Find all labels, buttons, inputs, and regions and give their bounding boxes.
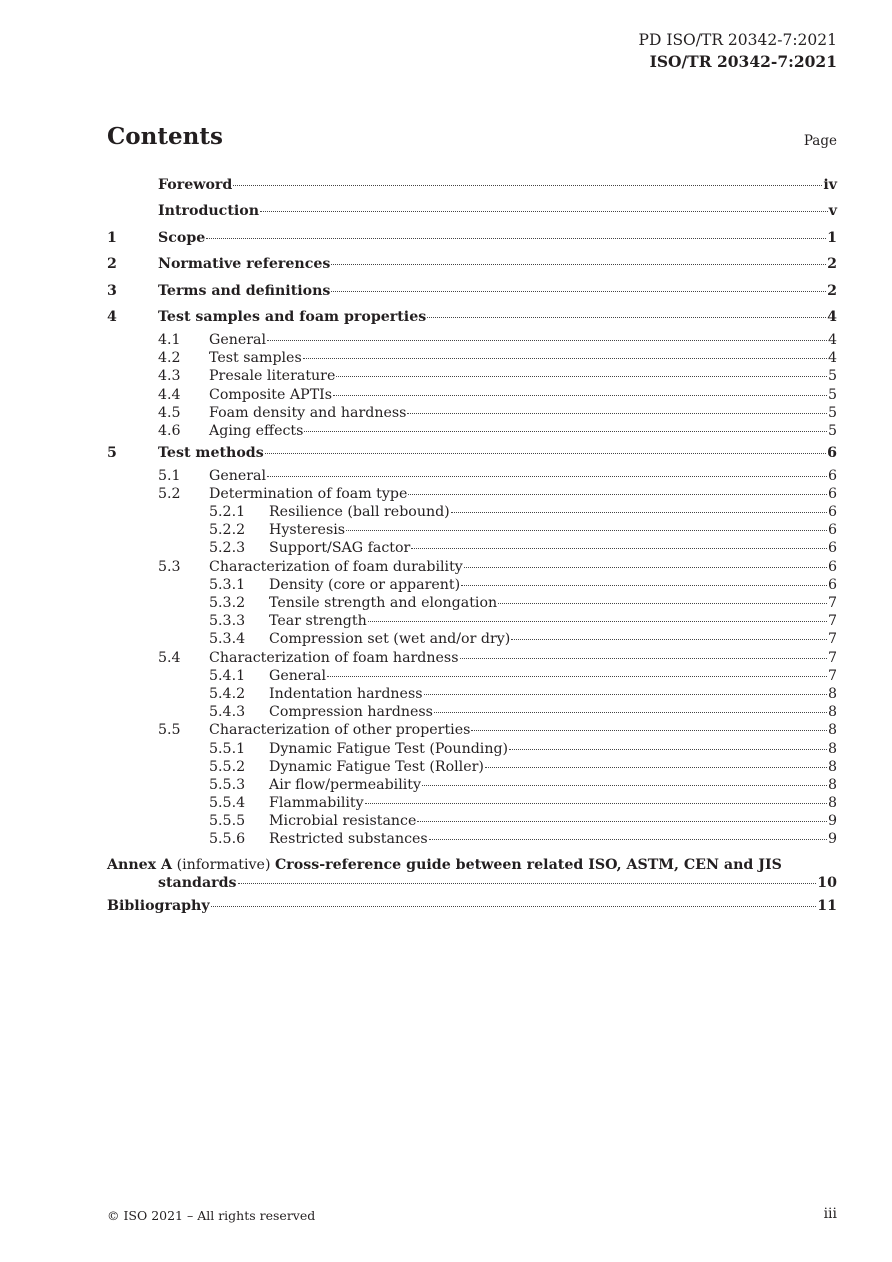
toc-entry-number: 5.4.2: [209, 685, 246, 702]
toc-entry-page: 4: [827, 350, 837, 367]
toc-entry-page: 7: [827, 667, 837, 684]
toc-entry-title: General: [269, 667, 327, 684]
toc-entry[interactable]: [107, 503, 837, 521]
toc-entry-title: Foreword: [158, 177, 233, 193]
toc-entry-title: Scope: [158, 229, 206, 246]
bibliography-title: Bibliography: [107, 897, 210, 914]
toc-entry-page: 5: [827, 386, 837, 403]
toc-entry-number: 5.2.1: [209, 504, 246, 521]
toc-entry-number: 5.5.4: [209, 795, 246, 812]
dot-leader: [303, 358, 827, 359]
toc-entry-title: Density (core or apparent): [269, 576, 461, 593]
toc-entry-number: 4.4: [158, 386, 181, 403]
toc-entry-title: Characterization of foam durability: [209, 558, 463, 575]
toc-entry[interactable]: [107, 467, 837, 485]
dot-leader: [304, 431, 827, 432]
toc-entry-annex[interactable]: [107, 856, 837, 875]
toc-entry-bibliography[interactable]: [107, 893, 837, 920]
dot-leader: [346, 530, 827, 531]
toc-entry-number: 5.2.2: [209, 522, 246, 539]
toc-entry[interactable]: [107, 404, 837, 422]
dot-leader: [460, 658, 827, 659]
toc-entry[interactable]: [107, 521, 837, 539]
toc-entry-title: Tear strength: [269, 613, 367, 630]
toc-entry[interactable]: [107, 721, 837, 739]
toc-entry-number: 5.4.1: [209, 667, 246, 684]
toc-entry-page: 6: [827, 576, 837, 593]
toc-entry-number: 5.3.1: [209, 576, 246, 593]
dot-leader: [408, 494, 827, 495]
toc-entry-title: Indentation hardness: [269, 685, 423, 702]
toc-entry-number: 4.3: [158, 368, 181, 385]
toc-entry[interactable]: [107, 612, 837, 630]
page-number: iii: [823, 1206, 837, 1222]
toc-entry-annex-continued[interactable]: [107, 874, 837, 893]
dot-leader: [464, 567, 827, 568]
toc-entry-number: 5.5: [158, 722, 181, 739]
dot-leader: [429, 839, 827, 840]
toc-entry-title: Determination of foam type: [209, 485, 408, 502]
annex-informative-tag: (informative): [176, 856, 271, 873]
toc-entry-number: 4.5: [158, 404, 181, 421]
dot-leader: [471, 730, 827, 731]
toc-entry[interactable]: [107, 304, 837, 331]
toc-entry[interactable]: [107, 349, 837, 367]
annex-title-line2: standards: [158, 875, 237, 892]
toc-entry-number: 5.4.3: [209, 704, 246, 721]
toc-entry[interactable]: [107, 703, 837, 721]
toc-entry[interactable]: [107, 630, 837, 648]
toc-entry-number: 2: [107, 256, 117, 273]
document-header: [639, 30, 837, 72]
table-of-contents: [107, 172, 837, 919]
toc-entry-page: 7: [827, 595, 837, 611]
toc-entry[interactable]: [107, 830, 837, 848]
toc-entry-title: Microbial resistance: [269, 813, 417, 830]
toc-entry-title: Characterization of foam hardness: [209, 649, 459, 666]
toc-entry-page: 5: [827, 368, 837, 385]
toc-entry-number: 5.5.5: [209, 813, 246, 830]
toc-entry-number: 5.3.4: [209, 631, 246, 648]
dot-leader: [206, 238, 826, 239]
toc-entry-title: Characterization of other properties: [209, 722, 471, 739]
dot-leader: [509, 749, 827, 750]
toc-entry-page: 4: [827, 331, 837, 348]
toc-entry[interactable]: [107, 685, 837, 703]
toc-entry-number: 5.5.2: [209, 758, 246, 775]
toc-entry-title: Introduction: [158, 203, 260, 219]
toc-entry-page: 6: [827, 467, 837, 484]
toc-entry-page: 7: [827, 613, 837, 630]
toc-entry[interactable]: [107, 367, 837, 385]
toc-entry-title: Terms and definitions: [158, 282, 331, 299]
toc-entry-title: Normative references: [158, 256, 331, 273]
toc-entry-number: 5.1: [158, 467, 181, 484]
copyright-notice: © ISO 2021 – All rights reserved: [107, 1208, 316, 1223]
toc-entry-title: Foam density and hardness: [209, 404, 407, 421]
dot-leader: [333, 395, 827, 396]
toc-entry-number: 5.2.3: [209, 540, 246, 557]
toc-entry[interactable]: [107, 667, 837, 685]
toc-entry-title: Test samples and foam properties: [158, 309, 427, 326]
toc-entry-page: 8: [827, 722, 837, 739]
toc-entry[interactable]: [107, 485, 837, 503]
dot-leader: [427, 317, 826, 318]
toc-entry[interactable]: [107, 649, 837, 667]
dot-leader: [365, 803, 827, 804]
dot-leader: [422, 785, 827, 786]
toc-entry[interactable]: [107, 794, 837, 812]
dot-leader: [267, 340, 827, 341]
toc-entry-number: 1: [107, 229, 117, 246]
toc-entry-page: 9: [827, 831, 837, 848]
toc-entry-page: 5: [827, 404, 837, 421]
toc-entry-page: 2: [827, 282, 837, 299]
dot-leader: [260, 211, 828, 212]
toc-entry-page: 6: [827, 540, 837, 557]
toc-entry-page: 8: [827, 776, 837, 793]
toc-entry-page: 9: [827, 813, 837, 830]
toc-entry[interactable]: [107, 740, 837, 758]
toc-entry-title: Aging effects: [209, 422, 304, 439]
annex-page: 10: [817, 875, 837, 892]
toc-entry-page: iv: [823, 177, 837, 193]
toc-entry-title: Test methods: [158, 445, 264, 462]
toc-entry-page: 8: [827, 758, 837, 775]
toc-entry-title: General: [209, 467, 267, 484]
toc-entry-title: General: [209, 331, 267, 348]
toc-entry-page: 6: [827, 445, 837, 462]
toc-entry[interactable]: [107, 776, 837, 794]
toc-entry-title: Support/SAG factor: [269, 540, 411, 557]
toc-entry[interactable]: [107, 576, 837, 594]
toc-entry-number: 5.3.2: [209, 595, 246, 611]
toc-entry-number: 3: [107, 282, 117, 299]
toc-entry-number: 5.5.1: [209, 740, 246, 757]
toc-entry-title: Air flow/permeability: [269, 776, 421, 793]
toc-entry-page: 8: [827, 795, 837, 812]
toc-entry-page: 6: [827, 522, 837, 539]
toc-entry-number: 5.5.6: [209, 831, 246, 848]
dot-leader: [267, 476, 827, 477]
toc-entry-page: 8: [827, 740, 837, 757]
dot-leader: [327, 676, 827, 677]
toc-entry-title: Resilience (ball rebound): [269, 504, 450, 521]
toc-entry[interactable]: [107, 386, 837, 404]
toc-entry[interactable]: [107, 225, 837, 252]
annex-title-line1: Cross-reference guide between related ISO, ASTM, CEN and JIS: [275, 856, 782, 873]
toc-entry[interactable]: [107, 758, 837, 776]
dot-leader: [461, 585, 827, 586]
toc-entry-page: 6: [827, 504, 837, 521]
toc-entry-number: 5.4: [158, 649, 181, 666]
toc-entry-number: 5.2: [158, 485, 181, 502]
toc-entry[interactable]: [107, 172, 837, 198]
toc-entry-page: 4: [827, 309, 837, 326]
toc-entry-number: 5.5.3: [209, 776, 246, 793]
toc-entry[interactable]: [107, 812, 837, 830]
toc-entry[interactable]: [107, 278, 837, 305]
toc-entry-page: v: [828, 203, 837, 219]
toc-entry-page: 7: [827, 631, 837, 648]
dot-leader: [331, 264, 826, 265]
toc-entry-page: 8: [827, 704, 837, 721]
toc-entry[interactable]: [107, 440, 837, 467]
header-designation: PD ISO/TR 20342-7:2021: [638, 31, 837, 49]
dot-leader: [233, 185, 822, 186]
toc-entry-number: 5.3.3: [209, 613, 246, 630]
dot-leader: [407, 413, 827, 414]
toc-entry-page: 6: [827, 558, 837, 575]
dot-leader: [424, 694, 827, 695]
dot-leader: [451, 512, 827, 513]
header-standard-number: ISO/TR 20342-7:2021: [649, 52, 837, 71]
dot-leader: [411, 548, 827, 549]
dot-leader: [238, 883, 817, 884]
page-title: Contents: [107, 123, 223, 150]
toc-entry[interactable]: [107, 251, 837, 278]
toc-entry-number: 4.1: [158, 331, 181, 348]
page-column-label: Page: [803, 133, 837, 149]
toc-entry[interactable]: [107, 331, 837, 349]
dot-leader: [336, 376, 827, 377]
toc-entry-title: Dynamic Fatigue Test (Pounding): [269, 740, 509, 757]
toc-entry-number: 4.6: [158, 422, 181, 439]
dot-leader: [511, 639, 827, 640]
toc-entry-title: Hysteresis: [269, 522, 346, 539]
toc-entry[interactable]: [107, 422, 837, 440]
toc-entry-title: Dynamic Fatigue Test (Roller): [269, 758, 484, 775]
bibliography-page: 11: [817, 897, 837, 914]
toc-entry-number: 4.2: [158, 350, 181, 367]
toc-entry-number: 5: [107, 445, 117, 462]
toc-entry-page: 1: [827, 229, 837, 246]
dot-leader: [498, 603, 827, 604]
toc-entry[interactable]: [107, 539, 837, 557]
toc-entry-number: 5.3: [158, 558, 181, 575]
dot-leader: [434, 712, 827, 713]
toc-entry-title: Test samples: [209, 350, 302, 367]
toc-entry[interactable]: [107, 594, 837, 612]
toc-entry-title: Presale literature: [209, 368, 336, 385]
toc-entry-page: 2: [827, 256, 837, 273]
toc-entry-title: Compression set (wet and/or dry): [269, 631, 511, 648]
dot-leader: [211, 906, 817, 907]
toc-entry-title: Restricted substances: [269, 831, 428, 848]
toc-entry-page: 7: [827, 649, 837, 666]
annex-label: Annex A: [107, 856, 173, 873]
dot-leader: [331, 291, 826, 292]
dot-leader: [485, 767, 827, 768]
dot-leader: [368, 621, 827, 622]
toc-entry-title: Flammability: [269, 795, 364, 812]
toc-entry[interactable]: [107, 198, 837, 225]
toc-entry-page: 5: [827, 422, 837, 439]
toc-entry-title: Composite APTIs: [209, 386, 333, 403]
dot-leader: [417, 821, 827, 822]
toc-entry-page: 8: [827, 685, 837, 702]
toc-entry-title: Tensile strength and elongation: [269, 595, 498, 611]
toc-entry-number: 4: [107, 309, 117, 326]
dot-leader: [265, 453, 826, 454]
toc-entry[interactable]: [107, 558, 837, 576]
toc-entry-page: 6: [827, 485, 837, 502]
toc-entry-title: Compression hardness: [269, 704, 433, 721]
